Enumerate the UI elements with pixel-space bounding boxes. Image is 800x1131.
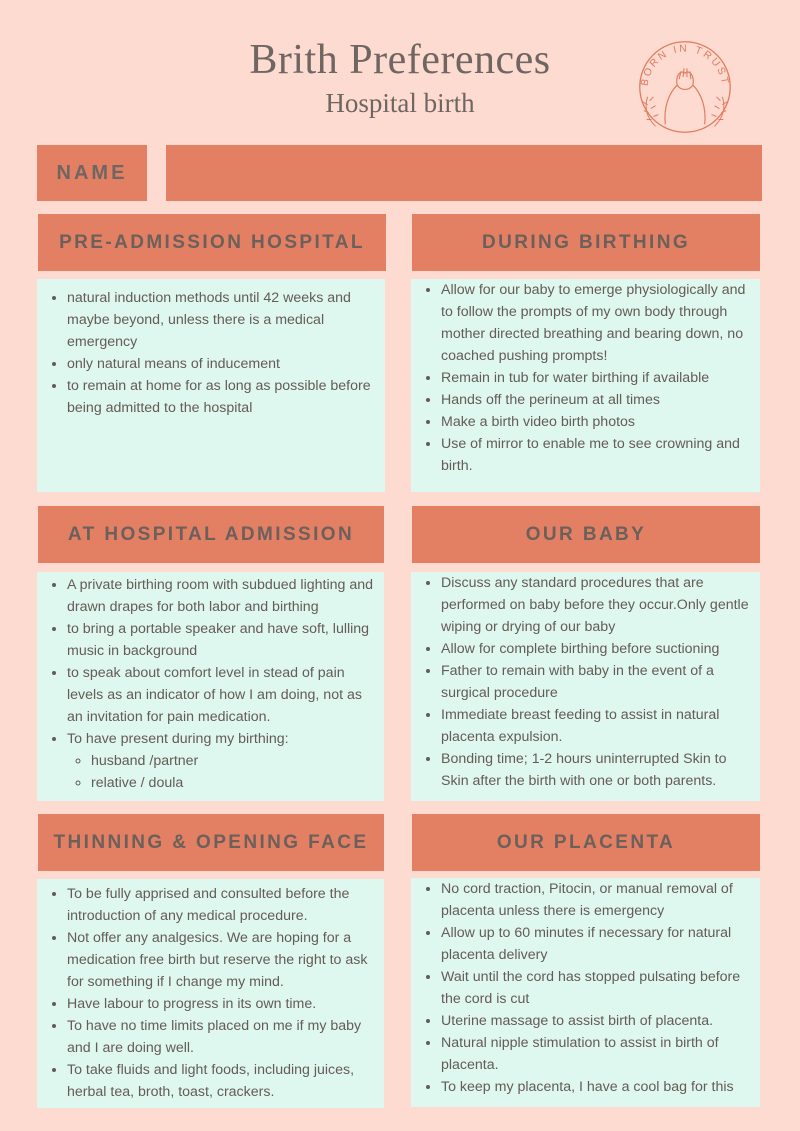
list-item: • Father to remain with baby in the event of a surgical procedure (441, 660, 754, 704)
list-item: • Remain in tub for water birthing if available (441, 367, 752, 389)
list-item: • To keep my placenta, I have a cool bag for this (441, 1076, 754, 1098)
list-item: • To be fully apprised and consulted before the introduction of any medical procedure. (67, 883, 376, 927)
sub-list-present (67, 750, 376, 794)
list-item: • to bring a portable speaker and have soft, lulling music in background (67, 618, 376, 662)
list-item: • Wait until the cord has stopped pulsating before the cord is cut (441, 966, 754, 1010)
section-box-during-birthing (411, 279, 760, 492)
list-item: • Natural nipple stimulation to assist in birth of placenta. (441, 1032, 754, 1076)
list-our-baby (411, 572, 754, 792)
list-during-birthing (411, 279, 752, 477)
list-hospital-admission (37, 574, 376, 794)
section-box-thinning-opening (37, 879, 384, 1108)
list-item: • Uterine massage to assist birth of placenta. (441, 1010, 754, 1032)
list-pre-admission (37, 287, 375, 419)
list-item: • Not offer any analgesics. We are hoping for a medication free birth but reserve the right to ask for something if I change my mind. (67, 927, 376, 993)
list-item: • Allow up to 60 minutes if necessary for natural placenta delivery (441, 922, 754, 966)
list-item: • to remain at home for as long as possible before being admitted to the hospital (67, 375, 375, 419)
section-title-thinning-opening: THINNING & OPENING FACE (38, 814, 384, 871)
list-item: • Bonding time; 1-2 hours uninterrupted Skin to Skin after the birth with one or both parents. (441, 748, 754, 792)
list-item: • Hands off the perineum at all times (441, 389, 752, 411)
list-item: • to speak about comfort level in stead of pain levels as an indicator of how I am doing, not as an invitation for pain medication. (67, 662, 376, 728)
list-item: • Allow for complete birthing before suctioning (441, 638, 754, 660)
list-item: • Discuss any standard procedures that are performed on baby before they occur.Only gentle wiping or drying of our baby (441, 572, 754, 638)
section-title-our-placenta: OUR PLACENTA (412, 814, 760, 871)
page-title: Brith Preferences (249, 37, 551, 83)
section-box-our-placenta (411, 878, 760, 1107)
list-item: • natural induction methods until 42 weeks and maybe beyond, unless there is a medical emergency (67, 287, 375, 353)
list-item-label: To have present during my birthing: (67, 731, 289, 747)
born-in-trust-logo (626, 28, 744, 146)
name-label: NAME (37, 145, 147, 201)
page-subtitle: Hospital birth (325, 88, 475, 118)
section-title-hospital-admission: AT HOSPITAL ADMISSION (38, 506, 384, 563)
section-title-during-birthing: DURING BIRTHING (412, 214, 760, 271)
name-field[interactable] (166, 145, 762, 201)
section-box-our-baby (411, 572, 760, 801)
list-item: • A private birthing room with subdued lighting and drawn drapes for both labor and birthing (67, 574, 376, 618)
list-item: • Make a birth video birth photos (441, 411, 752, 433)
list-item: • To take fluids and light foods, including juices, herbal tea, broth, toast, crackers. (67, 1059, 376, 1103)
list-thinning-opening (37, 883, 376, 1103)
list-our-placenta (411, 878, 754, 1098)
list-item: • Have labour to progress in its own time. (67, 993, 376, 1015)
section-box-pre-admission (37, 279, 385, 492)
section-title-pre-admission: PRE-ADMISSION HOSPITAL (38, 214, 386, 271)
list-item: • No cord traction, Pitocin, or manual removal of placenta unless there is emergency (441, 878, 754, 922)
list-item (67, 728, 376, 794)
sub-list-item: ◦ relative / doula (91, 772, 376, 794)
list-item: • Use of mirror to enable me to see crowning and birth. (441, 433, 752, 477)
svg-text:BORN IN TRUST: BORN IN TRUST (639, 43, 731, 87)
list-item: • only natural means of inducement (67, 353, 375, 375)
list-item: • Immediate breast feeding to assist in natural placenta expulsion. (441, 704, 754, 748)
sub-list-item: ◦ husband /partner (91, 750, 376, 772)
list-item: • To have no time limits placed on me if my baby and I are doing well. (67, 1015, 376, 1059)
section-box-hospital-admission (37, 572, 384, 801)
section-title-our-baby: OUR BABY (412, 506, 760, 563)
list-item: • Allow for our baby to emerge physiologically and to follow the prompts of my own body through mother directed breathing and bearing down, no coached pushing prompts! (441, 279, 752, 367)
